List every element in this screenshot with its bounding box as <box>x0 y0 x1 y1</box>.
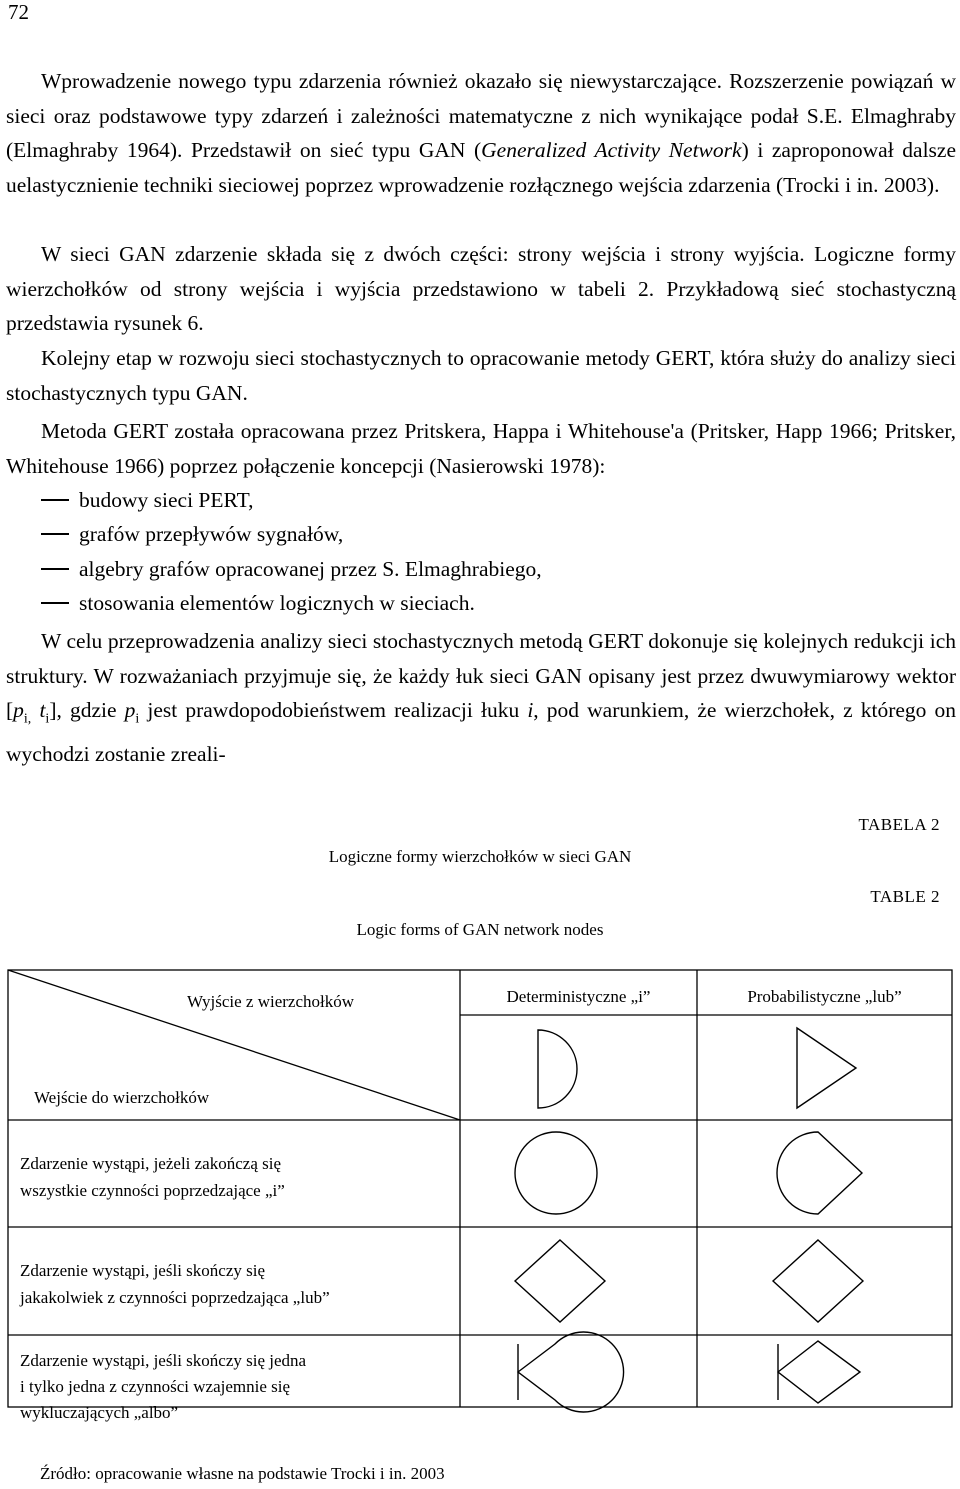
gan-full-name: Generalized Activity Network <box>481 138 742 162</box>
or-input-deterministic-diamond-icon <box>515 1240 605 1322</box>
header-input-label: Wejście do wierzchołków <box>34 1088 210 1107</box>
paragraph-3: Kolejny etap w rozwoju sieci stochastycznych to opracowanie metody GERT, która służy do analizy sieci stochastycznych typu GAN. <box>6 346 956 405</box>
deterministic-output-symbol <box>538 1030 577 1108</box>
column-deterministic: Deterministyczne „i” <box>506 987 651 1006</box>
list-item: grafów przepływów sygnałów, <box>41 517 343 552</box>
row-or-description: Zdarzenie wystąpi, jeśli skończy się jakakolwiek z czynności poprzedzająca „lub” <box>20 1261 330 1307</box>
xor-input-probabilistic-icon <box>778 1341 860 1403</box>
header-output-label: Wyjście z wierzchołków <box>187 992 355 1011</box>
dash-mark <box>41 568 69 570</box>
table-title-pl: Logiczne formy wierzchołków w sieci GAN <box>328 847 632 866</box>
xor-input-deterministic-icon <box>518 1332 624 1412</box>
dash-mark <box>41 602 69 604</box>
row-and-description: Zdarzenie wystąpi, jeżeli zakończą się wszystkie czynności poprzedzające „i” <box>20 1154 285 1200</box>
and-input-probabilistic-icon <box>777 1132 862 1214</box>
row-xor-description: Zdarzenie wystąpi, jeśli skończy się jedna i tylko jedna z czynności wzajemnie się wykluczających „albo” <box>20 1351 307 1422</box>
list-item: budowy sieci PERT, <box>41 483 253 518</box>
paragraph-4: Metoda GERT została opracowana przez Pritskera, Happa i Whitehouse'a (Pritsker, Happ 1966; Pritsker, Whitehouse 1966) poprzez połączenie koncepcji (Nasierowski 1978): <box>6 419 956 478</box>
paragraph-1-end: ) i zaproponował dalsze uelastycznienie techniki sieciowej poprzez wprowadzenie rozłącznego wejścia zdarzenia (Trocki i in. 2003). <box>6 138 956 197</box>
paragraph-5: W celu przeprowadzenia analizy sieci stochastycznych metodą GERT dokonuje się kolejnych redukcji ich struktury. W rozważaniach przyjmuje się, że każdy łuk sieci GAN opisany jest przez dwuwymiarowy wektor [$p_{i,}$ $t_i$], gdzie $p_i$ jest prawdopodobieństwem realizacji łuku i, pod warunkiem, że wierzchołek, z którego on wychodzi zostanie zreali- <box>6 629 957 766</box>
paragraph-2: W sieci GAN zdarzenie składa się z dwóch części: strony wejścia i strony wyjścia. Logiczne formy wierzchołków od strony wejścia i wyjścia przedstawiono w tabeli 2. Przykładową sieć stochastyczną przedstawia rysunek 6. <box>6 242 956 335</box>
table-title-en: Logic forms of GAN network nodes <box>356 920 604 939</box>
or-input-probabilistic-diamond-icon <box>773 1240 863 1322</box>
and-input-circle-icon <box>515 1132 597 1214</box>
column-probabilistic: Probabilistyczne „lub” <box>747 987 902 1006</box>
page-number: 72 <box>8 0 29 24</box>
table-label-pl: TABELA 2 <box>858 815 940 834</box>
list-item: algebry grafów opracowanej przez S. Elmaghrabiego, <box>41 552 542 587</box>
list-item: stosowania elementów logicznych w sieciach. <box>41 586 475 621</box>
table-label-en: TABLE 2 <box>870 887 940 906</box>
dash-mark <box>41 499 69 501</box>
paragraph-1 <box>6 64 956 202</box>
dash-mark <box>41 533 69 535</box>
source-note: Źródło: opracowanie własne na podstawie Trocki i in. 2003 <box>40 1464 445 1483</box>
probabilistic-output-symbol <box>797 1028 856 1108</box>
paragraph-1-text: Wprowadzenie nowego typu zdarzenia również okazało się niewystarczające. Rozszerzenie powiązań w sieci oraz podstawowe typy zdarzeń i zależności matematyczne z nich wynikające podał S.E. Elmaghraby (Elmaghraby 1964). Przedstawił on sieć typu GAN ( <box>6 69 956 162</box>
